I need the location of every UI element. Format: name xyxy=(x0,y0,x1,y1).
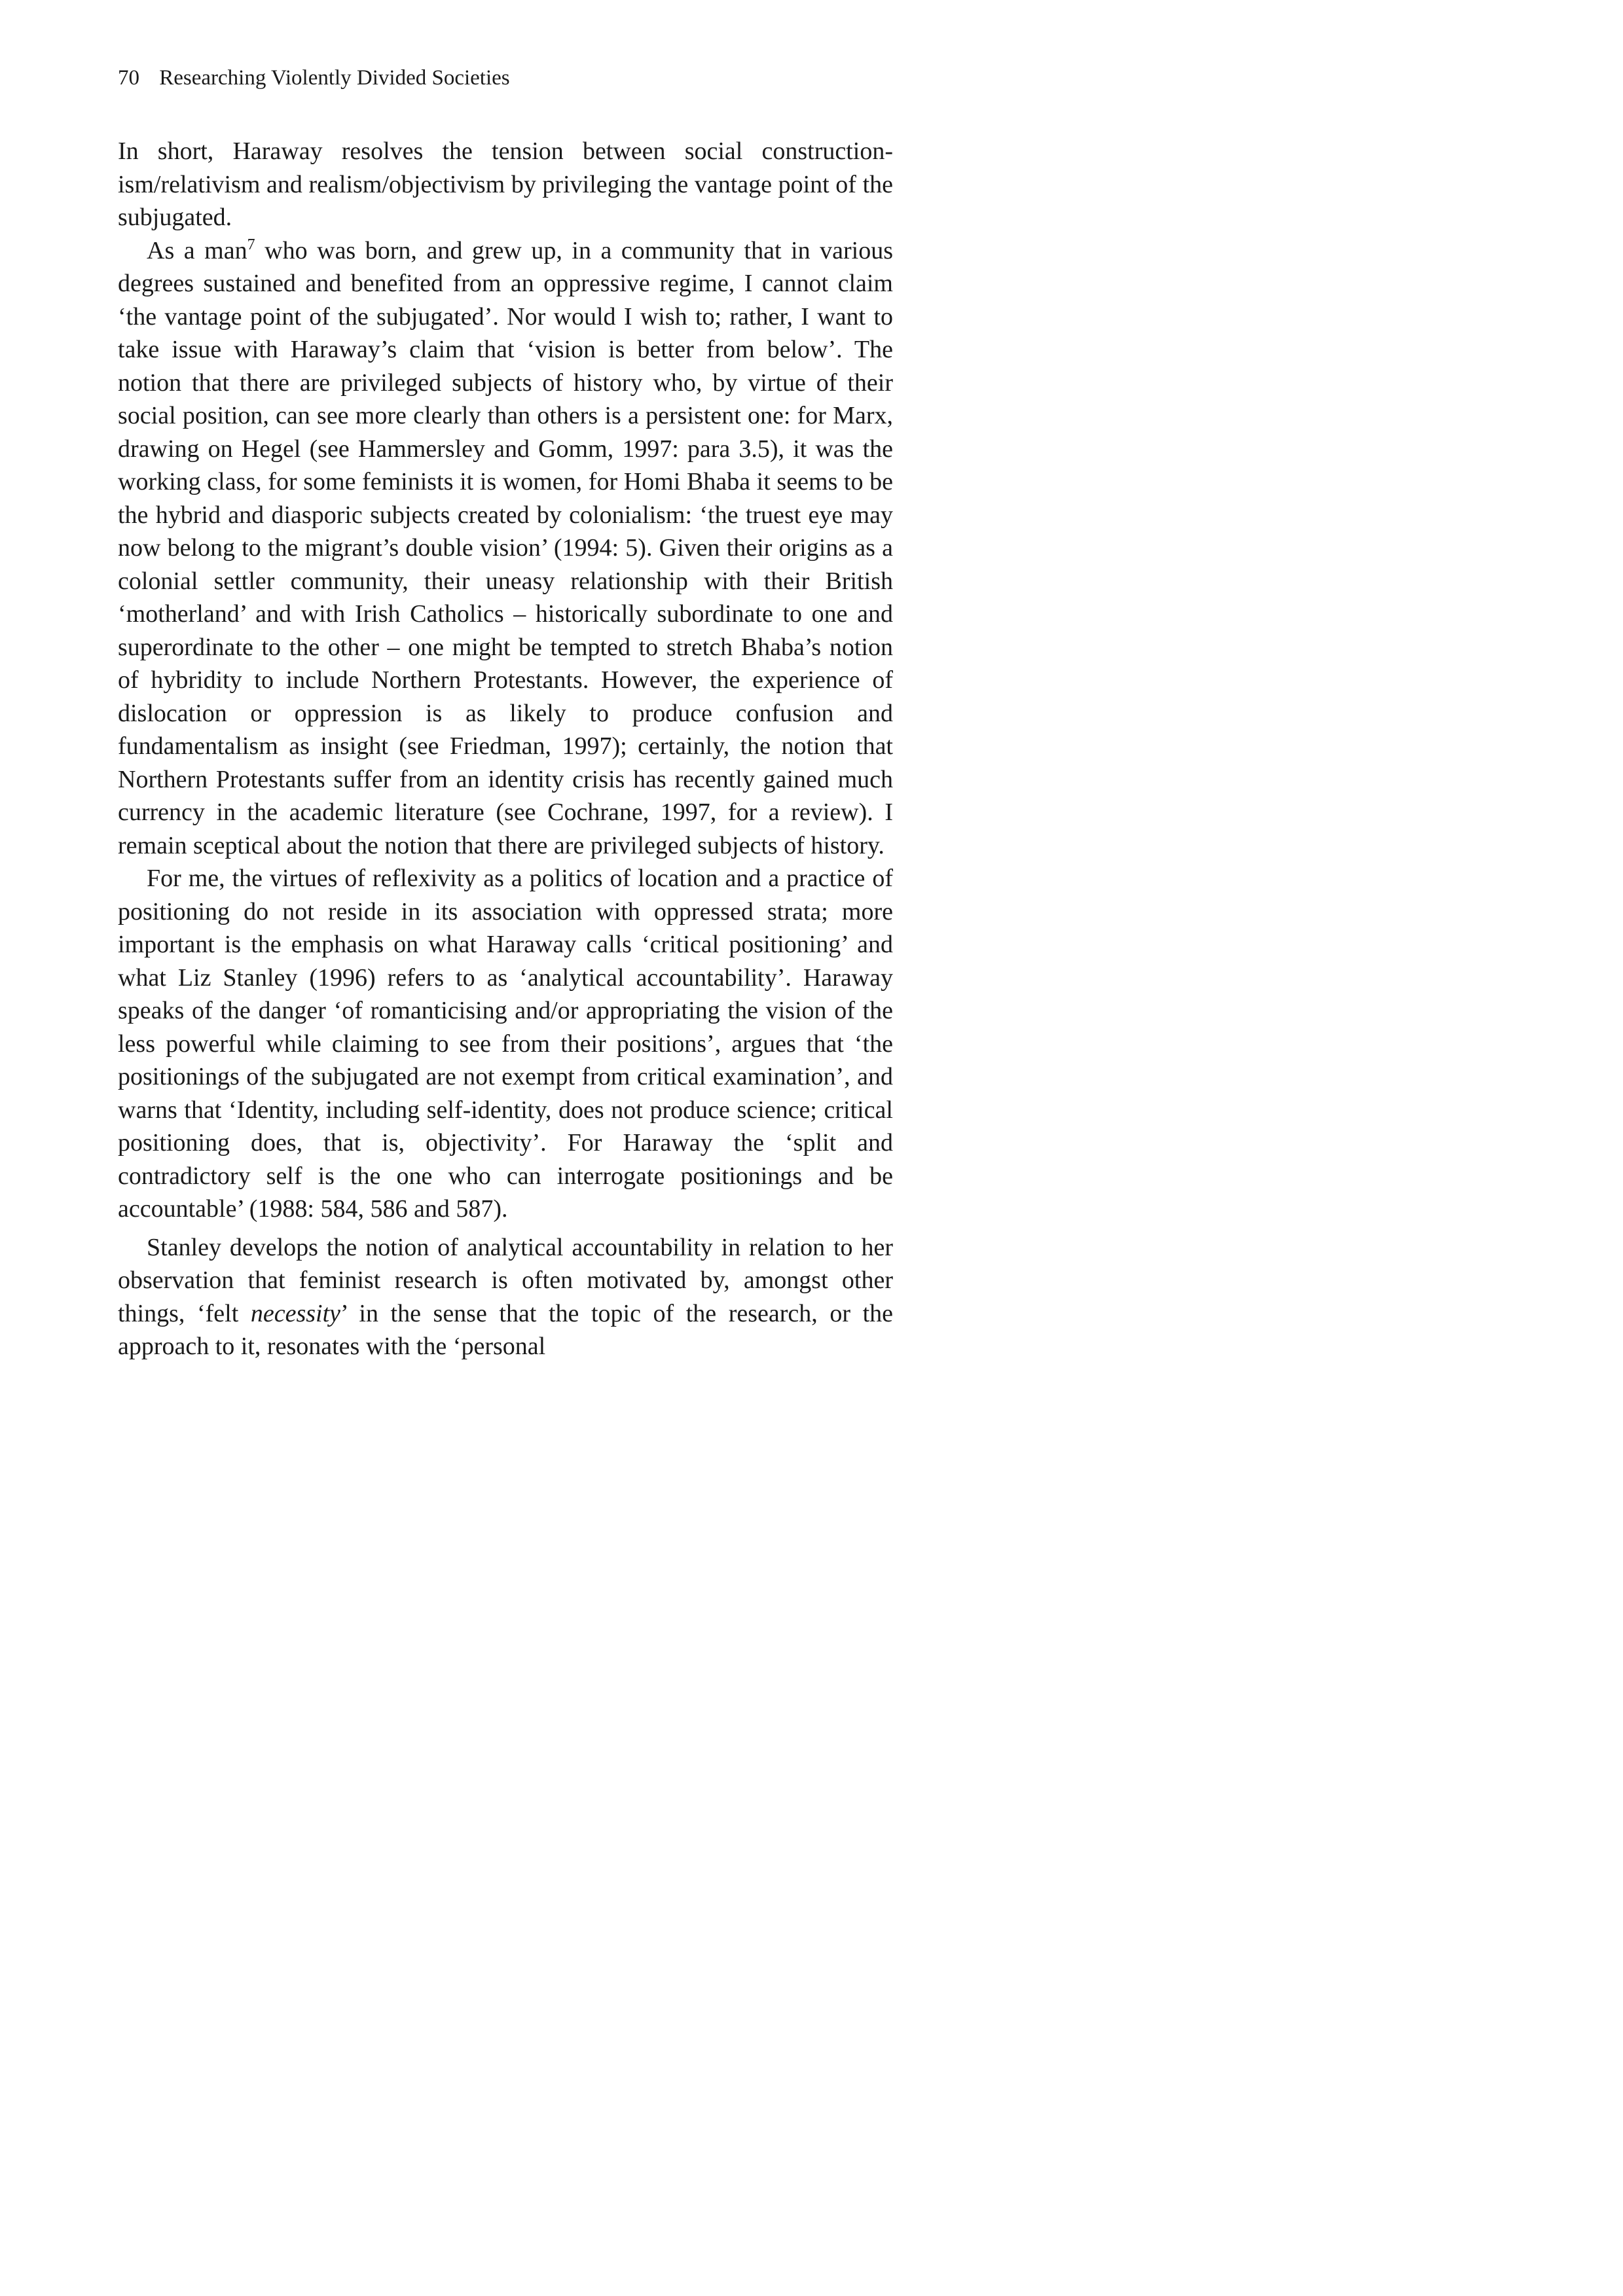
paragraph-2-body: who was born, and grew up, in a community that in various degrees sustained and benefited from an oppressive regime, I cannot claim ‘the vantage point of the subjugated’. Nor would I wish to; rather, I want to take issue with Haraway’s claim that ‘vision is better from below’. The notion that there are privileged subjects of history who, by virtue of their social position, can see more clearly than others is a persistent one: for Marx, drawing on Hegel (see Hammersley and Gomm, 1997: para 3.5), it was the working class, for some feminists it is women, for Homi Bhaba it seems to be the hybrid and diasporic subjects created by colonialism: ‘the truest eye may now belong to the migrant’s double vision’ (1994: 5). Given their origins as a colonial settler community, their uneasy relationship with their British ‘motherland’ and with Irish Catholics – historically subordinate to one and superordinate to the other – one might be tempted to stretch Bhaba’s notion of hybridity to include Northern Protestants. However, the experience of dislocation or oppression is as likely to produce confusion and fundamentalism as insight (see Friedman, 1997); certainly, the notion that Northern Protestants suffer from an identity crisis has recently gained much currency in the academic literature (see Cochrane, 1997, for a review). I remain sceptical about the notion that there are privileged subjects of history. xyxy=(118,236,893,859)
paragraph-2-opening: As a man xyxy=(147,236,247,264)
body-text xyxy=(118,135,893,1363)
running-head xyxy=(118,65,510,92)
paragraph-2 xyxy=(118,234,893,863)
footnote-ref-7[interactable]: 7 xyxy=(247,236,255,253)
paragraph-4-closing: ’ in the sense that the topic of the research, or the approach to it, resonates with the ‘personal xyxy=(118,1299,893,1360)
paragraph-4 xyxy=(118,1231,893,1363)
paragraph-4-opening: Stanley develops the notion of analytical accountability in relation to her observation that feminist research is often motivated by, amongst other things, ‘felt xyxy=(118,1233,893,1327)
running-title: Researching Violently Divided Societies xyxy=(159,66,510,90)
page-number: 70 xyxy=(118,66,139,90)
emphasis-necessity: necessity xyxy=(250,1299,340,1327)
paragraph-1: In short, Haraway resolves the tension between social constructionism/relativism and realism/objectivism by privileging the vantage point of the subjugated. xyxy=(118,137,893,231)
paragraph-3: For me, the virtues of reflexivity as a politics of location and a practice of positioning do not reside in its association with oppressed strata; more important is the emphasis on what Haraway calls ‘critical positioning’ and what Liz Stanley (1996) refers to as ‘analytical accountability’. Haraway speaks of the danger ‘of romanticising and/or appropriating the vision of the less powerful while claiming to see from their positions’, argues that ‘the positionings of the subjugated are not exempt from critical examination’, and warns that ‘Identity, including self-identity, does not produce science; critical positioning does, that is, objectivity’. For Haraway the ‘split and contradictory self is the one who can interrogate positionings and be accountable’ (1988: 584, 586 and 587). xyxy=(118,865,893,1223)
